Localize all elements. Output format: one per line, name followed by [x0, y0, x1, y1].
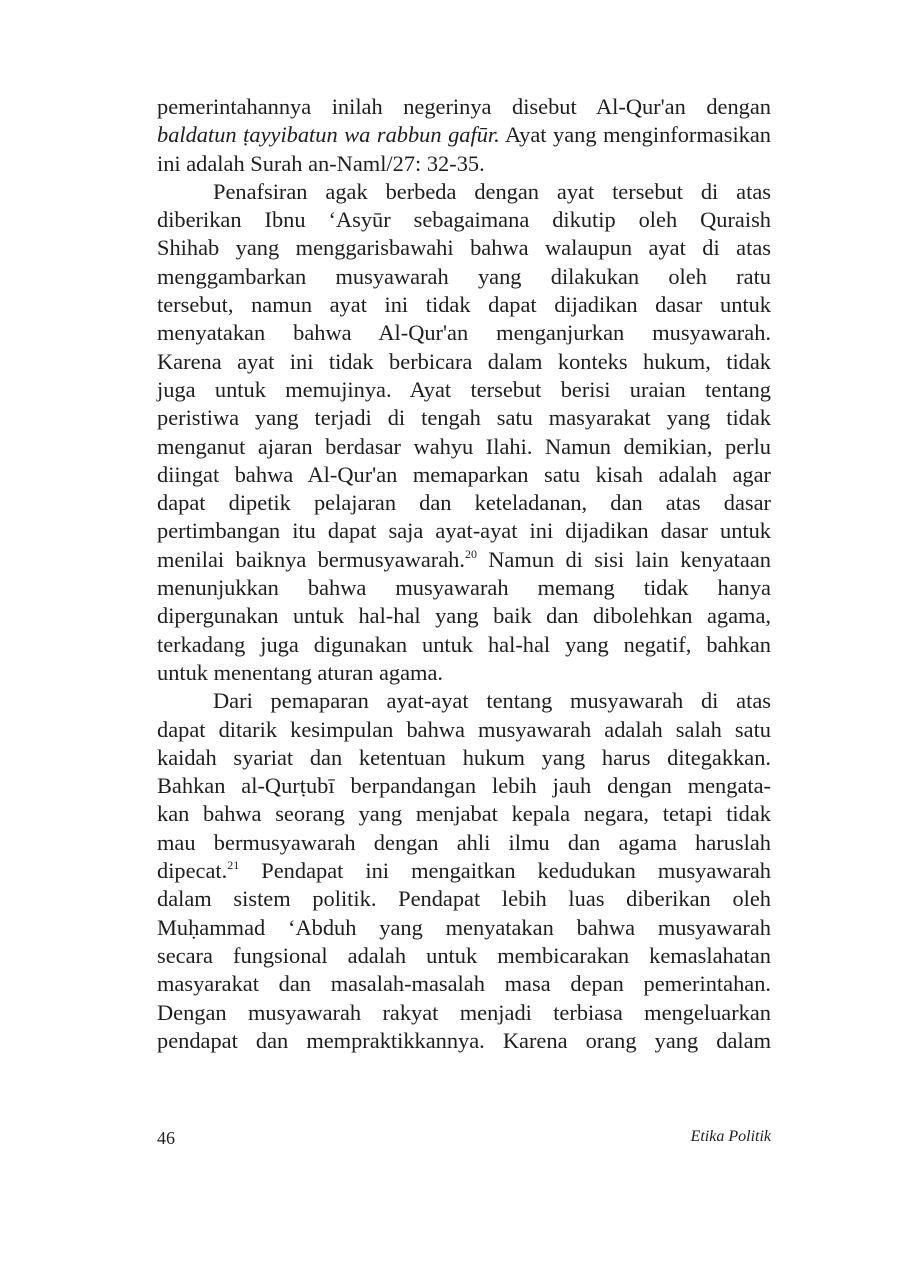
text-line: Bahkan al-Qurṭubī berpandangan lebih jauh dengan mengata-: [157, 773, 771, 799]
text-line: juga untuk memujinya. Ayat tersebut berisi uraian tentang: [157, 376, 771, 402]
text-line: pemerintahannya inilah negerinya disebut Al-Qur'an dengan: [157, 94, 771, 119]
text-line: tersebut, namun ayat ini tidak dapat dijadikan dasar untuk: [157, 292, 771, 318]
text-line: Karena ayat ini tidak berbicara dalam konteks hukum, tidak: [157, 348, 771, 374]
text-line: Shihab yang menggarisbawahi bahwa walaupun ayat di atas: [157, 235, 771, 261]
text-line: dapat ditarik kesimpulan bahwa musyawarah adalah salah satu: [157, 716, 771, 742]
text-line: [157, 857, 771, 885]
text-line: diingat bahwa Al-Qur'an memaparkan satu kisah adalah agar: [157, 461, 771, 487]
text-line: masyarakat dan masalah-masalah masa depan pemerintahan.: [157, 971, 771, 997]
italic-phrase: baldatun ṭayyibatun wa rabbun gafūr.: [157, 122, 500, 148]
text-line: dalam sistem politik. Pendapat lebih luas diberikan oleh: [157, 886, 771, 912]
text-line: terkadang juga digunakan untuk hal-hal yang negatif, bahkan: [157, 631, 771, 657]
page-number: 46: [157, 1128, 175, 1148]
text-line: mau bermusyawarah dengan ahli ilmu dan agama haruslah: [157, 829, 771, 855]
paragraph-2: [157, 178, 771, 687]
text-line: kan bahwa seorang yang menjabat kepala negara, tetapi tidak: [157, 801, 771, 827]
paragraph-3: [157, 687, 771, 1055]
text-line: pendapat dan mempraktikkannya. Karena orang yang dalam: [157, 1027, 771, 1053]
footnote-ref-20[interactable]: 20: [464, 546, 477, 561]
text-line: Penafsiran agak berbeda dengan ayat tersebut di atas: [213, 178, 771, 204]
text-fragment: Namun di sisi lain kenyataan: [476, 546, 771, 572]
text-line: secara fungsional adalah untuk membicarakan kemaslahatan: [157, 942, 771, 968]
text-line: menganut ajaran berdasar wahyu Ilahi. Namun demikian, perlu: [157, 433, 771, 459]
text-line: kaidah syariat dan ketentuan hukum yang harus ditegakkan.: [157, 744, 771, 770]
text-line: Muḥammad ‘Abduh yang menyatakan bahwa musyawarah: [157, 914, 771, 940]
text-fragment: Ayat yang menginformasikan: [499, 122, 771, 148]
text-fragment: menilai baiknya bermusyawarah.: [157, 546, 465, 572]
text-line: Dari pemaparan ayat-ayat tentang musyawarah di atas: [213, 688, 771, 714]
text-line: [157, 546, 771, 574]
running-title: Etika Politik: [690, 1128, 771, 1145]
text-line: Dengan musyawarah rakyat menjadi terbiasa mengeluarkan: [157, 999, 771, 1025]
body-text: [157, 93, 771, 1055]
paragraph-1: [157, 93, 771, 178]
text-line: ini adalah Surah an-Naml/27: 32-35.: [157, 150, 485, 176]
text-line: peristiwa yang terjadi di tengah satu masyarakat yang tidak: [157, 405, 771, 431]
text-line: diberikan Ibnu ‘Asyūr sebagaimana dikutip oleh Quraish: [157, 207, 771, 233]
text-line: untuk menentang aturan agama.: [157, 659, 443, 685]
text-line: menunjukkan bahwa musyawarah memang tidak hanya: [157, 575, 771, 601]
text-line: menyatakan bahwa Al-Qur'an menganjurkan musyawarah.: [157, 320, 771, 346]
text-fragment: dipecat.: [157, 858, 228, 884]
text-line: menggambarkan musyawarah yang dilakukan oleh ratu: [157, 263, 771, 289]
text-line: dapat dipetik pelajaran dan keteladanan, dan atas dasar: [157, 490, 771, 516]
footnote-ref-21[interactable]: 21: [227, 858, 240, 873]
text-line: pertimbangan itu dapat saja ayat-ayat ini dijadikan dasar untuk: [157, 518, 771, 544]
page-footer: [157, 1128, 771, 1152]
text-line: [157, 121, 771, 149]
text-fragment: Pendapat ini mengaitkan kedudukan musyawarah: [239, 858, 771, 884]
text-line: dipergunakan untuk hal-hal yang baik dan dibolehkan agama,: [157, 603, 771, 629]
